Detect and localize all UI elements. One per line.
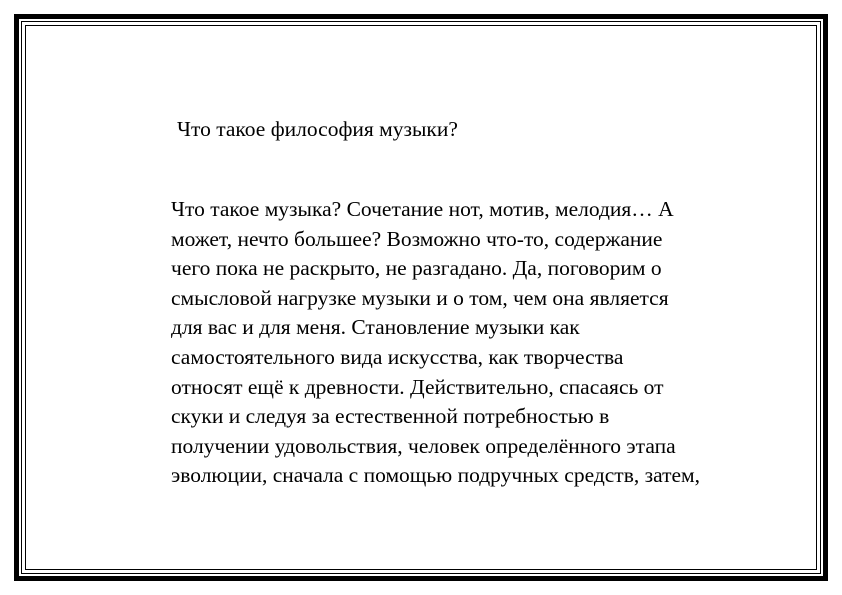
document-body <box>171 195 731 491</box>
body-line: скуки и следуя за естественной потребностью в <box>171 404 610 429</box>
body-line: получении удовольствия, человек определённого этапа <box>171 433 676 458</box>
body-line: относят ещё к древности. Действительно, спасаясь от <box>171 374 664 399</box>
body-line: эволюции, сначала с помощью подручных средств, затем, <box>171 463 701 488</box>
body-line: самостоятельного вида искусства, как творчества <box>171 344 624 369</box>
body-line: для вас и для меня. Становление музыки как <box>171 315 580 340</box>
body-line: может, нечто большее? Возможно что-то, содержание <box>171 226 663 251</box>
body-line: чего пока не раскрыто, не разгадано. Да, поговорим о <box>171 256 662 281</box>
body-line: Что такое музыка? Сочетание нот, мотив, мелодия… А <box>171 197 674 221</box>
body-line: смысловой нагрузке музыки и о том, чем она является <box>171 285 669 310</box>
document-title: Что такое философия музыки? <box>177 117 458 141</box>
